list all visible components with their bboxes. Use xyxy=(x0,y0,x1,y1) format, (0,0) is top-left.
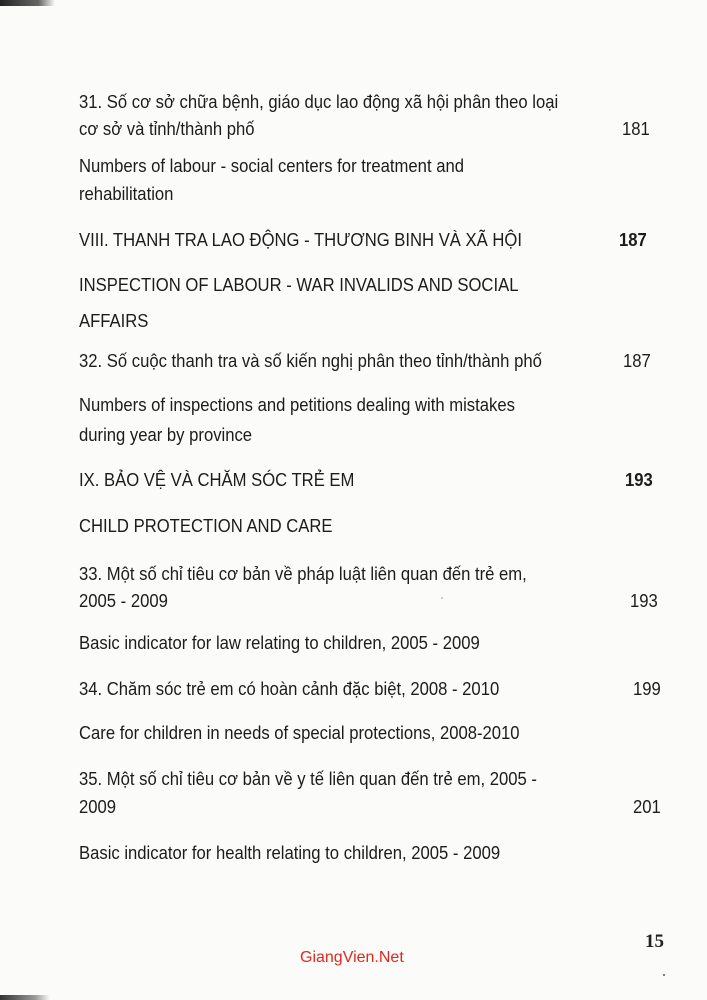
toc-entry-31-vi-cont: cơ sở và tỉnh/thành phố xyxy=(79,118,255,139)
toc-entry-35-vi: 35. Một số chỉ tiêu cơ bản về y tế liên quan đến trẻ em, 2005 - xyxy=(79,768,537,789)
toc-entry-35-page: 201 xyxy=(633,796,661,817)
toc-entry-33-vi-cont: 2005 - 2009 xyxy=(79,590,168,611)
watermark: GiangVien.Net xyxy=(300,949,404,966)
toc-entry-31-vi: 31. Số cơ sở chữa bệnh, giáo dục lao động xã hội phân theo loại xyxy=(79,91,559,112)
toc-section-9-en: CHILD PROTECTION AND CARE xyxy=(79,515,333,536)
toc-entry-31-en: Numbers of labour - social centers for treatment and xyxy=(79,155,464,176)
toc-section-8-vi: VIII. THANH TRA LAO ĐỘNG - THƯƠNG BINH VÀ XÃ HỘI xyxy=(79,229,522,250)
toc-section-8-page: 187 xyxy=(619,229,647,250)
toc-entry-35-en: Basic indicator for health relating to children, 2005 - 2009 xyxy=(79,842,501,863)
scan-edge-mark xyxy=(0,995,50,1000)
toc-entry-32-en-cont: during year by province xyxy=(79,424,253,445)
toc-entry-32-page: 187 xyxy=(623,350,651,371)
toc-section-9-page: 193 xyxy=(625,469,653,490)
toc-entry-31-page: 181 xyxy=(622,118,650,139)
toc-entry-33-en: Basic indicator for law relating to children, 2005 - 2009 xyxy=(79,632,480,653)
scan-edge-mark xyxy=(0,0,55,6)
toc-entry-34-page: 199 xyxy=(633,678,661,699)
toc-entry-34-vi: 34. Chăm sóc trẻ em có hoàn cảnh đặc biệt, 2008 - 2010 xyxy=(79,678,500,699)
toc-entry-32-vi: 32. Số cuộc thanh tra và số kiến nghị phân theo tỉnh/thành phố xyxy=(79,350,542,371)
toc-entry-31-en-cont: rehabilitation xyxy=(79,183,174,204)
toc-entry-32-en: Numbers of inspections and petitions dealing with mistakes xyxy=(79,394,515,415)
page-number: 15 xyxy=(645,931,664,952)
scan-speck xyxy=(441,597,443,599)
scan-speck xyxy=(663,974,665,976)
toc-entry-33-page: 193 xyxy=(630,590,658,611)
toc-entry-34-en: Care for children in needs of special protections, 2008-2010 xyxy=(79,722,520,743)
toc-section-9-vi: IX. BẢO VỆ VÀ CHĂM SÓC TRẺ EM xyxy=(79,469,355,490)
toc-section-8-en-cont: AFFAIRS xyxy=(79,310,149,331)
toc-entry-33-vi: 33. Một số chỉ tiêu cơ bản về pháp luật liên quan đến trẻ em, xyxy=(79,563,527,584)
toc-entry-35-vi-cont: 2009 xyxy=(79,796,117,817)
toc-section-8-en: INSPECTION OF LABOUR - WAR INVALIDS AND SOCIAL xyxy=(79,274,519,295)
